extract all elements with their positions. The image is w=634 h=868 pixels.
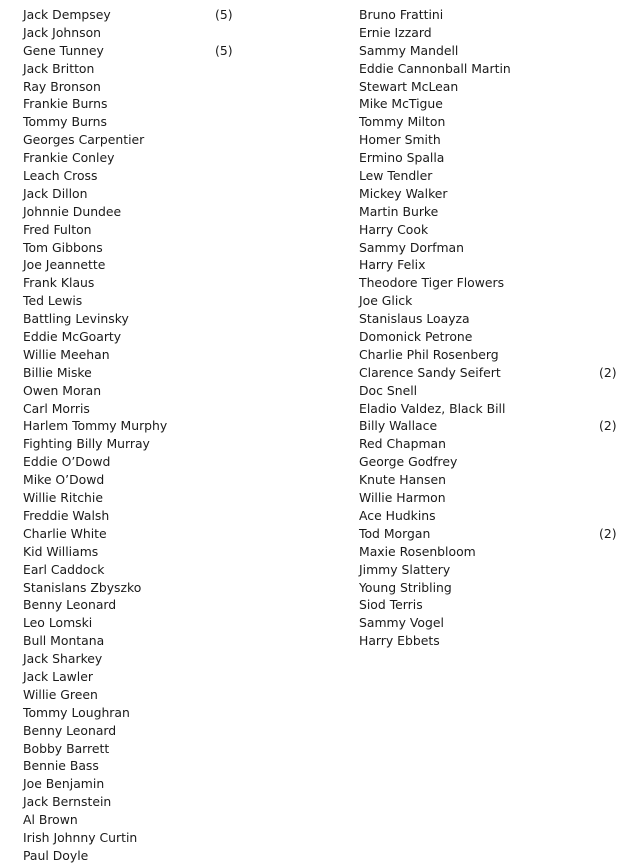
person-name: Leo Lomski (23, 615, 93, 631)
list-item (23, 507, 283, 525)
list-item (23, 6, 283, 24)
list-item (359, 310, 629, 328)
list-item (359, 453, 629, 471)
person-name: Willie Ritchie (23, 490, 103, 506)
list-item (359, 614, 629, 632)
list-item (23, 829, 283, 847)
list-item (23, 149, 283, 167)
person-name: Earl Caddock (23, 561, 105, 577)
list-item (23, 382, 283, 400)
list-item (359, 149, 629, 167)
person-name: Johnnie Dundee (23, 203, 122, 219)
person-name: Tommy Milton (359, 114, 446, 130)
list-item (23, 417, 283, 435)
list-item (23, 650, 283, 668)
person-name: Mike McTigue (359, 96, 443, 112)
list-item (359, 596, 629, 614)
list-item (359, 435, 629, 453)
list-item (23, 42, 283, 60)
person-name: George Godfrey (359, 454, 458, 470)
list-item (23, 632, 283, 650)
list-item (359, 292, 629, 310)
list-item (23, 686, 283, 704)
person-name: Ray Bronson (23, 78, 101, 94)
list-item (359, 185, 629, 203)
person-name: Fred Fulton (23, 221, 92, 237)
list-item (23, 704, 283, 722)
person-name: Joe Glick (359, 293, 413, 309)
list-item (23, 614, 283, 632)
person-name: Bennie Bass (23, 758, 99, 774)
person-name: Jack Bernstein (23, 794, 112, 810)
right-name-column (359, 6, 629, 650)
list-item (23, 256, 283, 274)
person-name: Harry Cook (359, 221, 429, 237)
list-item (23, 847, 283, 865)
person-name: Jack Johnson (23, 24, 102, 40)
person-name: Ace Hudkins (359, 507, 436, 523)
person-name: Harry Felix (359, 257, 426, 273)
list-item (359, 507, 629, 525)
person-name: Jack Sharkey (23, 651, 103, 667)
list-item (359, 525, 629, 543)
person-name: Carl Morris (23, 400, 90, 416)
person-name: Leach Cross (23, 168, 98, 184)
list-item (359, 6, 629, 24)
person-name: Joe Benjamin (23, 776, 105, 792)
person-name: Bruno Frattini (359, 7, 444, 22)
list-item (359, 95, 629, 113)
list-item (23, 668, 283, 686)
person-name: Ermino Spalla (359, 150, 445, 166)
left-name-column (23, 6, 283, 865)
person-name: Billie Miske (23, 364, 92, 380)
person-name: Stanislaus Loayza (359, 311, 470, 327)
list-item (359, 221, 629, 239)
person-name: Jimmy Slattery (359, 561, 451, 577)
person-name: Sammy Dorfman (359, 239, 464, 255)
person-name: Maxie Rosenbloom (359, 543, 476, 559)
list-item (359, 400, 629, 418)
list-item (23, 60, 283, 78)
person-name: Fighting Billy Murray (23, 436, 150, 452)
person-name: Joe Jeannette (23, 257, 106, 273)
list-item (359, 346, 629, 364)
list-item (23, 811, 283, 829)
count-note: (2) (599, 525, 617, 541)
list-item (23, 292, 283, 310)
list-item (359, 24, 629, 42)
list-item (359, 543, 629, 561)
list-item (359, 256, 629, 274)
list-item (23, 221, 283, 239)
person-name: Paul Doyle (23, 847, 89, 863)
person-name: Red Chapman (359, 436, 446, 452)
person-name: Gene Tunney (23, 42, 104, 58)
person-name: Knute Hansen (359, 472, 446, 488)
person-name: Frankie Burns (23, 96, 108, 112)
person-name: Owen Moran (23, 382, 102, 398)
person-name: Doc Snell (359, 382, 418, 398)
list-item (359, 167, 629, 185)
person-name: Sammy Mandell (359, 42, 459, 58)
person-name: Ted Lewis (23, 293, 83, 309)
list-item (359, 632, 629, 650)
list-item (359, 239, 629, 257)
person-name: Jack Dempsey (23, 7, 111, 22)
person-name: Tommy Loughran (23, 704, 130, 720)
list-item (359, 561, 629, 579)
list-item (23, 757, 283, 775)
list-item (359, 328, 629, 346)
person-name: Homer Smith (359, 132, 441, 148)
person-name: Frankie Conley (23, 150, 115, 166)
list-item (23, 596, 283, 614)
list-item (359, 274, 629, 292)
list-item (23, 24, 283, 42)
person-name: Jack Lawler (23, 668, 93, 684)
person-name: Tod Morgan (359, 525, 431, 541)
person-name: Ernie Izzard (359, 24, 432, 40)
person-name: Clarence Sandy Seifert (359, 364, 501, 380)
person-name: Stewart McLean (359, 78, 459, 94)
person-name: Willie Green (23, 686, 98, 702)
list-item (359, 382, 629, 400)
person-name: Jack Britton (23, 60, 95, 76)
list-item (23, 78, 283, 96)
person-name: Eddie McGoarty (23, 329, 122, 345)
person-name: Benny Leonard (23, 722, 117, 738)
list-item (23, 167, 283, 185)
person-name: Billy Wallace (359, 418, 438, 434)
list-item (23, 543, 283, 561)
person-name: Harry Ebbets (359, 633, 440, 649)
person-name: Domonick Petrone (359, 329, 473, 345)
list-item (359, 113, 629, 131)
list-item (23, 310, 283, 328)
count-note: (5) (215, 42, 233, 58)
list-item (23, 113, 283, 131)
list-item (23, 525, 283, 543)
person-name: Frank Klaus (23, 275, 95, 291)
list-item (359, 42, 629, 60)
count-note: (2) (599, 364, 617, 380)
person-name: Eladio Valdez, Black Bill (359, 400, 506, 416)
person-name: Kid Williams (23, 543, 99, 559)
person-name: Eddie Cannonball Martin (359, 60, 511, 76)
person-name: Benny Leonard (23, 597, 117, 613)
person-name: Tommy Burns (23, 114, 107, 130)
list-item (23, 274, 283, 292)
person-name: Theodore Tiger Flowers (359, 275, 505, 291)
person-name: Sammy Vogel (359, 615, 444, 631)
list-item (23, 400, 283, 418)
person-name: Tom Gibbons (23, 239, 103, 255)
list-item (23, 203, 283, 221)
list-item (23, 453, 283, 471)
list-item (23, 579, 283, 597)
person-name: Eddie O’Dowd (23, 454, 111, 470)
person-name: Bull Montana (23, 633, 105, 649)
list-item (23, 239, 283, 257)
person-name: Willie Meehan (23, 346, 110, 362)
person-name: Battling Levinsky (23, 311, 129, 327)
list-item (359, 489, 629, 507)
list-item (23, 489, 283, 507)
list-item (23, 95, 283, 113)
list-item (359, 60, 629, 78)
person-name: Charlie Phil Rosenberg (359, 346, 499, 362)
list-item (23, 775, 283, 793)
list-item (23, 793, 283, 811)
count-note: (2) (599, 418, 617, 434)
person-name: Freddie Walsh (23, 507, 110, 523)
list-item (23, 131, 283, 149)
person-name: Harlem Tommy Murphy (23, 418, 168, 434)
person-name: Stanislans Zbyszko (23, 579, 142, 595)
person-name: Georges Carpentier (23, 132, 145, 148)
list-item (23, 471, 283, 489)
list-item (359, 203, 629, 221)
person-name: Irish Johnny Curtin (23, 829, 138, 845)
person-name: Charlie White (23, 525, 107, 541)
person-name: Al Brown (23, 812, 78, 828)
list-item (23, 364, 283, 382)
person-name: Mickey Walker (359, 185, 448, 201)
list-item (359, 78, 629, 96)
count-note: (5) (215, 7, 233, 22)
list-item (23, 722, 283, 740)
person-name: Willie Harmon (359, 490, 446, 506)
list-item (359, 471, 629, 489)
person-name: Young Stribling (359, 579, 452, 595)
person-name: Bobby Barrett (23, 740, 110, 756)
person-name: Jack Dillon (23, 185, 88, 201)
list-item (359, 364, 629, 382)
person-name: Lew Tendler (359, 168, 433, 184)
person-name: Martin Burke (359, 203, 439, 219)
list-item (23, 328, 283, 346)
list-item (359, 131, 629, 149)
list-item (359, 417, 629, 435)
person-name: Mike O’Dowd (23, 472, 105, 488)
list-item (359, 579, 629, 597)
list-item (23, 435, 283, 453)
list-item (23, 740, 283, 758)
list-item (23, 185, 283, 203)
person-name: Siod Terris (359, 597, 423, 613)
list-item (23, 561, 283, 579)
list-item (23, 346, 283, 364)
